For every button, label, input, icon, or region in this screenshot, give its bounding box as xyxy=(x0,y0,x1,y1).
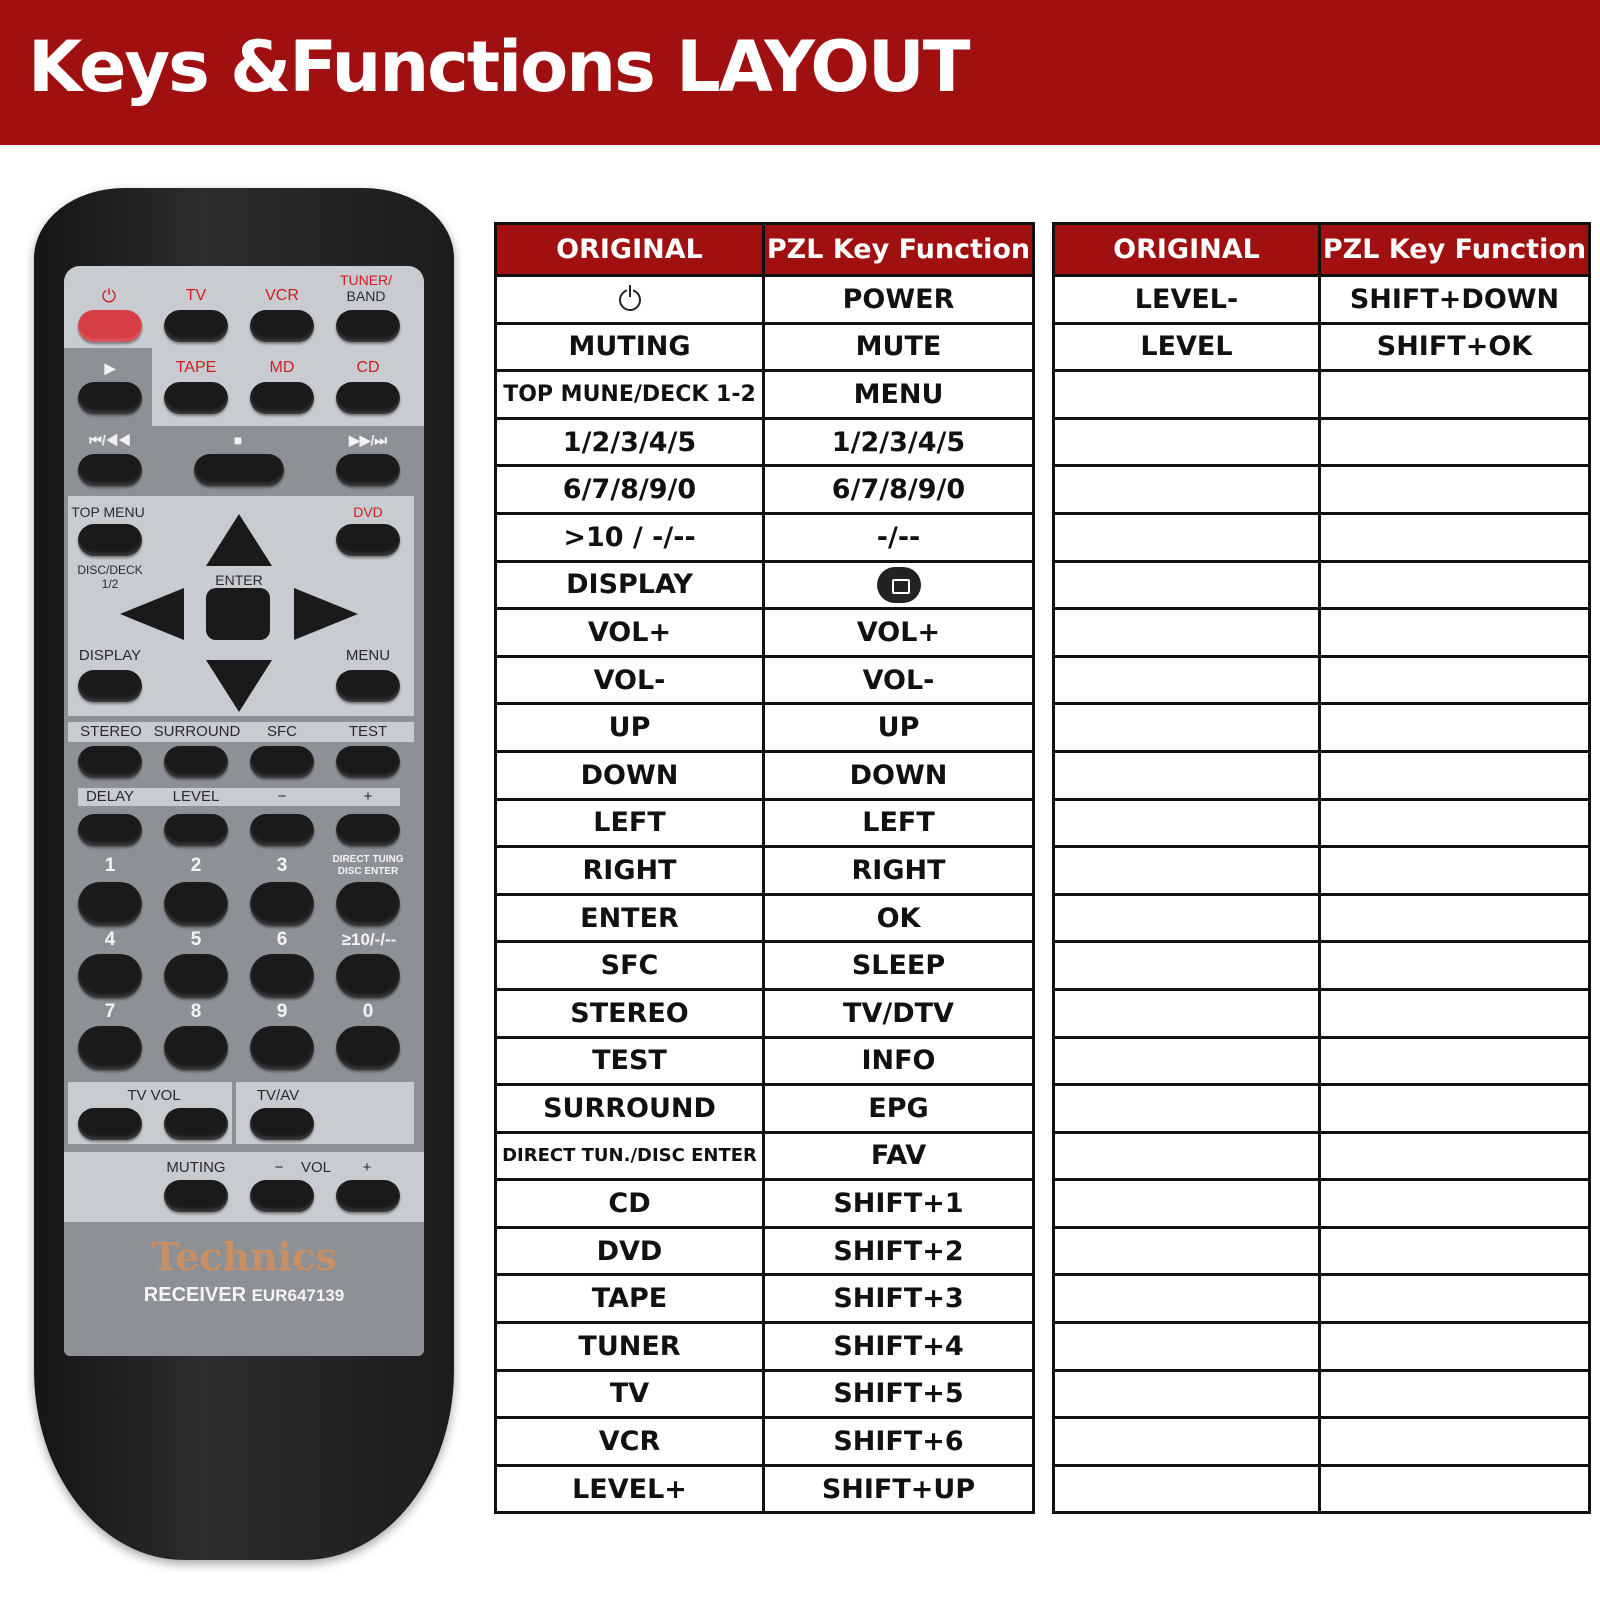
table-row xyxy=(1054,894,1590,942)
vcr-label: VCR xyxy=(265,287,299,304)
original-key-cell: TAPE xyxy=(496,1275,764,1323)
pzl-function-cell: MENU xyxy=(764,371,1034,419)
muting-button[interactable] xyxy=(164,1180,228,1212)
table-row xyxy=(496,1418,1034,1466)
original-key-cell xyxy=(1054,847,1320,895)
original-key-cell: TEST xyxy=(496,1037,764,1085)
vol-plus-label: + xyxy=(362,1159,372,1176)
table-row xyxy=(1054,276,1590,324)
table-row xyxy=(496,1085,1034,1133)
pzl-function-cell: SHIFT+2 xyxy=(764,1227,1034,1275)
original-key-cell xyxy=(1054,989,1320,1037)
table-row xyxy=(496,561,1034,609)
tv-label: TV xyxy=(185,287,207,304)
table-row xyxy=(496,1132,1034,1180)
original-key-cell: VCR xyxy=(496,1418,764,1466)
down-arrow-button[interactable] xyxy=(206,660,272,712)
vcr-button[interactable] xyxy=(250,310,314,342)
num-0-label: 0 xyxy=(362,1001,374,1022)
test-button[interactable] xyxy=(336,746,400,778)
tv-vol-up-button[interactable] xyxy=(164,1108,228,1140)
table-header-row xyxy=(496,224,1034,276)
original-key-cell xyxy=(1054,1227,1320,1275)
original-key-cell: DVD xyxy=(496,1227,764,1275)
num-7-button[interactable] xyxy=(78,1026,142,1070)
table-row xyxy=(1054,1227,1590,1275)
original-key-cell xyxy=(1054,466,1320,514)
pzl-function-cell xyxy=(1320,1180,1590,1228)
tape-button[interactable] xyxy=(164,382,228,414)
level-button[interactable] xyxy=(164,814,228,846)
original-header: ORIGINAL xyxy=(1054,224,1320,276)
level-label: LEVEL xyxy=(172,788,220,805)
table-row xyxy=(496,989,1034,1037)
pzl-function-cell xyxy=(1320,704,1590,752)
num-5-label: 5 xyxy=(190,929,202,950)
power-icon: ⏻ xyxy=(101,286,117,306)
tv-control-divider xyxy=(232,1082,236,1144)
table-row xyxy=(1054,1037,1590,1085)
num-4-label: 4 xyxy=(104,929,116,950)
vol-label: VOL xyxy=(300,1159,331,1176)
original-key-cell xyxy=(496,276,764,324)
pzl-function-cell xyxy=(1320,513,1590,561)
table-row xyxy=(496,799,1034,847)
table-row xyxy=(1054,323,1590,371)
pzl-function-cell xyxy=(1320,1323,1590,1371)
menu-button[interactable] xyxy=(336,670,400,702)
original-key-cell: LEVEL xyxy=(1054,323,1320,371)
disc-deck-label: DISC/DECK xyxy=(77,563,143,577)
table-row xyxy=(1054,1418,1590,1466)
original-key-cell xyxy=(1054,1418,1320,1466)
pzl-function-cell xyxy=(1320,751,1590,799)
enter-label: ENTER xyxy=(215,572,263,588)
display-label: DISPLAY xyxy=(78,647,142,664)
table-row xyxy=(496,847,1034,895)
pzl-function-cell xyxy=(1320,1227,1590,1275)
level-plus-label: + xyxy=(363,788,373,805)
original-key-cell xyxy=(1054,942,1320,990)
tv-button[interactable] xyxy=(164,310,228,342)
pzl-function-cell: RIGHT xyxy=(764,847,1034,895)
original-key-cell xyxy=(1054,751,1320,799)
num-3-button[interactable] xyxy=(250,882,314,926)
table-row xyxy=(496,751,1034,799)
remote-face xyxy=(64,266,424,1356)
num-8-label: 8 xyxy=(190,1001,202,1022)
original-key-cell: LEVEL- xyxy=(1054,276,1320,324)
md-label: MD xyxy=(269,359,295,376)
pzl-function-cell: 1/2/3/4/5 xyxy=(764,418,1034,466)
pzl-function-cell xyxy=(1320,942,1590,990)
stop-button[interactable] xyxy=(194,454,284,486)
sfc-label: SFC xyxy=(267,723,297,740)
tuner-label: TUNER/ xyxy=(339,272,393,288)
tv-vol-label: TV VOL xyxy=(127,1087,181,1104)
muting-label: MUTING xyxy=(166,1159,226,1176)
table-row xyxy=(1054,1180,1590,1228)
pzl-function-cell: LEFT xyxy=(764,799,1034,847)
original-key-cell: 6/7/8/9/0 xyxy=(496,466,764,514)
num-6-button[interactable] xyxy=(250,954,314,998)
pzl-function-cell: 6/7/8/9/0 xyxy=(764,466,1034,514)
tv-vol-down-button[interactable] xyxy=(78,1108,142,1140)
menu-label: MENU xyxy=(345,647,391,664)
pzl-function-cell: SHIFT+4 xyxy=(764,1323,1034,1371)
pzl-function-cell xyxy=(1320,371,1590,419)
surround-button[interactable] xyxy=(164,746,228,778)
pzl-function-cell xyxy=(1320,1037,1590,1085)
table-row xyxy=(496,609,1034,657)
model-label xyxy=(64,1284,424,1307)
direct-tuning-label: DIRECT TUING xyxy=(332,854,404,865)
table-row xyxy=(1054,1370,1590,1418)
band-label: BAND xyxy=(346,288,386,304)
num-6-label: 6 xyxy=(276,929,288,950)
table-row xyxy=(1054,1465,1590,1513)
pzl-function-cell: VOL+ xyxy=(764,609,1034,657)
original-key-cell xyxy=(1054,1132,1320,1180)
pzl-function-cell xyxy=(1320,466,1590,514)
delay-button[interactable] xyxy=(78,814,142,846)
left-arrow-button[interactable] xyxy=(120,588,184,640)
table-header-row xyxy=(1054,224,1590,276)
original-key-cell: TUNER xyxy=(496,1323,764,1371)
pzl-function-cell: SHIFT+UP xyxy=(764,1465,1034,1513)
table-row xyxy=(1054,371,1590,419)
original-key-cell: VOL+ xyxy=(496,609,764,657)
stop-icon: ■ xyxy=(233,432,243,448)
original-key-cell: SFC xyxy=(496,942,764,990)
table-row xyxy=(1054,704,1590,752)
num-5-button[interactable] xyxy=(164,954,228,998)
original-key-cell: LEFT xyxy=(496,799,764,847)
pzl-function-cell: DOWN xyxy=(764,751,1034,799)
level-minus-button[interactable] xyxy=(250,814,314,846)
table-row xyxy=(496,1370,1034,1418)
function-header: PZL Key Function xyxy=(1320,224,1590,276)
table-row xyxy=(1054,847,1590,895)
level-minus-label: − xyxy=(277,788,287,805)
pzl-function-cell xyxy=(1320,1465,1590,1513)
title-banner xyxy=(0,0,1600,145)
vol-plus-button[interactable] xyxy=(336,1180,400,1212)
original-key-cell xyxy=(1054,799,1320,847)
table-row xyxy=(1054,418,1590,466)
original-key-cell: SURROUND xyxy=(496,1085,764,1133)
ten-plus-button[interactable] xyxy=(336,954,400,998)
original-key-cell xyxy=(1054,1370,1320,1418)
table-row xyxy=(496,1275,1034,1323)
tv-av-label: TV/AV xyxy=(256,1087,300,1104)
original-key-cell: UP xyxy=(496,704,764,752)
table-row xyxy=(1054,656,1590,704)
original-key-cell: >10 / -/-- xyxy=(496,513,764,561)
disc-enter-label: DISC ENTER xyxy=(337,866,399,877)
original-key-cell xyxy=(1054,561,1320,609)
table-row xyxy=(1054,513,1590,561)
pzl-function-cell: INFO xyxy=(764,1037,1034,1085)
cd-button[interactable] xyxy=(336,382,400,414)
original-key-cell: DOWN xyxy=(496,751,764,799)
num-1-button[interactable] xyxy=(78,882,142,926)
original-key-cell xyxy=(1054,371,1320,419)
num-4-button[interactable] xyxy=(78,954,142,998)
remote-control xyxy=(34,188,454,1560)
next-icon: ▶▶/⏭ xyxy=(348,432,388,448)
pzl-function-cell xyxy=(1320,561,1590,609)
num-9-button[interactable] xyxy=(250,1026,314,1070)
pzl-function-cell: SHIFT+1 xyxy=(764,1180,1034,1228)
original-key-cell xyxy=(1054,656,1320,704)
table-row xyxy=(496,894,1034,942)
pzl-function-cell xyxy=(1320,1085,1590,1133)
original-key-cell: LEVEL+ xyxy=(496,1465,764,1513)
table-row xyxy=(496,323,1034,371)
table-row xyxy=(1054,1132,1590,1180)
pzl-function-cell xyxy=(1320,989,1590,1037)
table-row xyxy=(1054,799,1590,847)
original-key-cell: ENTER xyxy=(496,894,764,942)
pzl-function-cell xyxy=(1320,1418,1590,1466)
original-key-cell xyxy=(1054,513,1320,561)
pzl-function-cell: TV/DTV xyxy=(764,989,1034,1037)
table-row xyxy=(496,656,1034,704)
pzl-function-cell xyxy=(1320,799,1590,847)
num-2-label: 2 xyxy=(190,855,202,876)
original-key-cell: TOP MUNE/DECK 1-2 xyxy=(496,371,764,419)
pzl-function-cell: VOL- xyxy=(764,656,1034,704)
pzl-function-cell: MUTE xyxy=(764,323,1034,371)
table-row xyxy=(1054,1275,1590,1323)
pzl-function-cell: OK xyxy=(764,894,1034,942)
stereo-label: STEREO xyxy=(80,723,142,740)
half-label: 1/2 xyxy=(101,577,119,591)
pzl-function-cell xyxy=(1320,656,1590,704)
pzl-function-cell: SLEEP xyxy=(764,942,1034,990)
table-row xyxy=(1054,989,1590,1037)
table-row xyxy=(1054,561,1590,609)
prev-button[interactable] xyxy=(78,454,142,486)
original-key-cell xyxy=(1054,1180,1320,1228)
key-mapping-table-right xyxy=(1052,222,1591,1514)
num-9-label: 9 xyxy=(276,1001,288,1022)
pzl-function-cell: UP xyxy=(764,704,1034,752)
pzl-function-cell: -/-- xyxy=(764,513,1034,561)
table-row xyxy=(496,418,1034,466)
tv-av-button[interactable] xyxy=(250,1108,314,1140)
original-key-cell: CD xyxy=(496,1180,764,1228)
test-label: TEST xyxy=(348,723,388,740)
display-icon xyxy=(877,567,921,603)
table-row xyxy=(496,513,1034,561)
ten-plus-label: ≥10/-/-- xyxy=(341,930,397,949)
level-plus-button[interactable] xyxy=(336,814,400,846)
pzl-function-cell: SHIFT+3 xyxy=(764,1275,1034,1323)
vol-minus-button[interactable] xyxy=(250,1180,314,1212)
delay-label: DELAY xyxy=(85,788,135,805)
original-key-cell: VOL- xyxy=(496,656,764,704)
power-button[interactable] xyxy=(78,310,142,342)
top-menu-label: TOP MENU xyxy=(71,504,145,520)
surround-label: SURROUND xyxy=(153,723,241,740)
num-7-label: 7 xyxy=(104,1001,116,1022)
sfc-button[interactable] xyxy=(250,746,314,778)
table-row xyxy=(496,371,1034,419)
pzl-function-cell xyxy=(1320,894,1590,942)
pzl-function-cell xyxy=(764,561,1034,609)
dvd-button[interactable] xyxy=(336,524,400,556)
original-key-cell xyxy=(1054,894,1320,942)
up-arrow-button[interactable] xyxy=(206,514,272,566)
original-key-cell: DIRECT TUN./DISC ENTER xyxy=(496,1132,764,1180)
table-row xyxy=(496,942,1034,990)
pzl-function-cell: SHIFT+DOWN xyxy=(1320,276,1590,324)
prev-icon: ⏮/◀◀ xyxy=(89,432,131,448)
table-row xyxy=(496,1465,1034,1513)
num-8-button[interactable] xyxy=(164,1026,228,1070)
md-button[interactable] xyxy=(250,382,314,414)
table-row xyxy=(496,276,1034,324)
original-key-cell: TV xyxy=(496,1370,764,1418)
original-key-cell: MUTING xyxy=(496,323,764,371)
table-row xyxy=(496,704,1034,752)
num-2-button[interactable] xyxy=(164,882,228,926)
original-key-cell: RIGHT xyxy=(496,847,764,895)
function-header: PZL Key Function xyxy=(764,224,1034,276)
original-key-cell: STEREO xyxy=(496,989,764,1037)
table-row xyxy=(496,466,1034,514)
pzl-function-cell xyxy=(1320,1275,1590,1323)
enter-button[interactable] xyxy=(206,588,270,640)
pzl-function-cell xyxy=(1320,418,1590,466)
original-key-cell xyxy=(1054,1085,1320,1133)
display-button[interactable] xyxy=(78,670,142,702)
pzl-function-cell: SHIFT+6 xyxy=(764,1418,1034,1466)
table-row xyxy=(1054,466,1590,514)
pzl-function-cell: EPG xyxy=(764,1085,1034,1133)
pzl-function-cell xyxy=(1320,1370,1590,1418)
original-key-cell xyxy=(1054,1275,1320,1323)
play-button[interactable] xyxy=(78,382,142,414)
original-key-cell xyxy=(1054,609,1320,657)
play-icon: ▶ xyxy=(104,360,116,376)
brand-logo: Technics xyxy=(151,1234,337,1279)
stereo-button[interactable] xyxy=(78,746,142,778)
pzl-function-cell: SHIFT+OK xyxy=(1320,323,1590,371)
original-key-cell xyxy=(1054,1465,1320,1513)
table-row xyxy=(496,1180,1034,1228)
original-key-cell: 1/2/3/4/5 xyxy=(496,418,764,466)
table-row xyxy=(496,1037,1034,1085)
cd-label: CD xyxy=(356,359,380,376)
original-key-cell xyxy=(1054,704,1320,752)
num-3-label: 3 xyxy=(276,855,288,876)
page-title: Keys &Functions LAYOUT xyxy=(28,26,969,108)
table-row xyxy=(1054,609,1590,657)
dvd-label: DVD xyxy=(353,504,383,520)
pzl-function-cell xyxy=(1320,847,1590,895)
table-row xyxy=(1054,751,1590,799)
direct-tuning-button[interactable] xyxy=(336,882,400,926)
table-row xyxy=(496,1323,1034,1371)
original-key-cell xyxy=(1054,418,1320,466)
vol-minus-label: − xyxy=(274,1159,284,1176)
pzl-function-cell xyxy=(1320,1132,1590,1180)
model-prefix: RECEIVER xyxy=(143,1284,247,1306)
tuner-band-button[interactable] xyxy=(336,310,400,342)
pzl-function-cell: POWER xyxy=(764,276,1034,324)
table-row xyxy=(1054,942,1590,990)
original-key-cell xyxy=(1054,1323,1320,1371)
num-1-label: 1 xyxy=(104,855,116,876)
original-header: ORIGINAL xyxy=(496,224,764,276)
pzl-function-cell: SHIFT+5 xyxy=(764,1370,1034,1418)
top-menu-button[interactable] xyxy=(78,524,142,556)
table-row xyxy=(496,1227,1034,1275)
num-0-button[interactable] xyxy=(336,1026,400,1070)
tape-label: TAPE xyxy=(175,359,217,376)
pzl-function-cell xyxy=(1320,609,1590,657)
table-row xyxy=(1054,1323,1590,1371)
model-number: EUR647139 xyxy=(251,1286,345,1305)
power-icon xyxy=(619,289,641,311)
key-mapping-table-left xyxy=(494,222,1035,1514)
original-key-cell: DISPLAY xyxy=(496,561,764,609)
table-row xyxy=(1054,1085,1590,1133)
right-arrow-button[interactable] xyxy=(294,588,358,640)
original-key-cell xyxy=(1054,1037,1320,1085)
pzl-function-cell: FAV xyxy=(764,1132,1034,1180)
next-button[interactable] xyxy=(336,454,400,486)
